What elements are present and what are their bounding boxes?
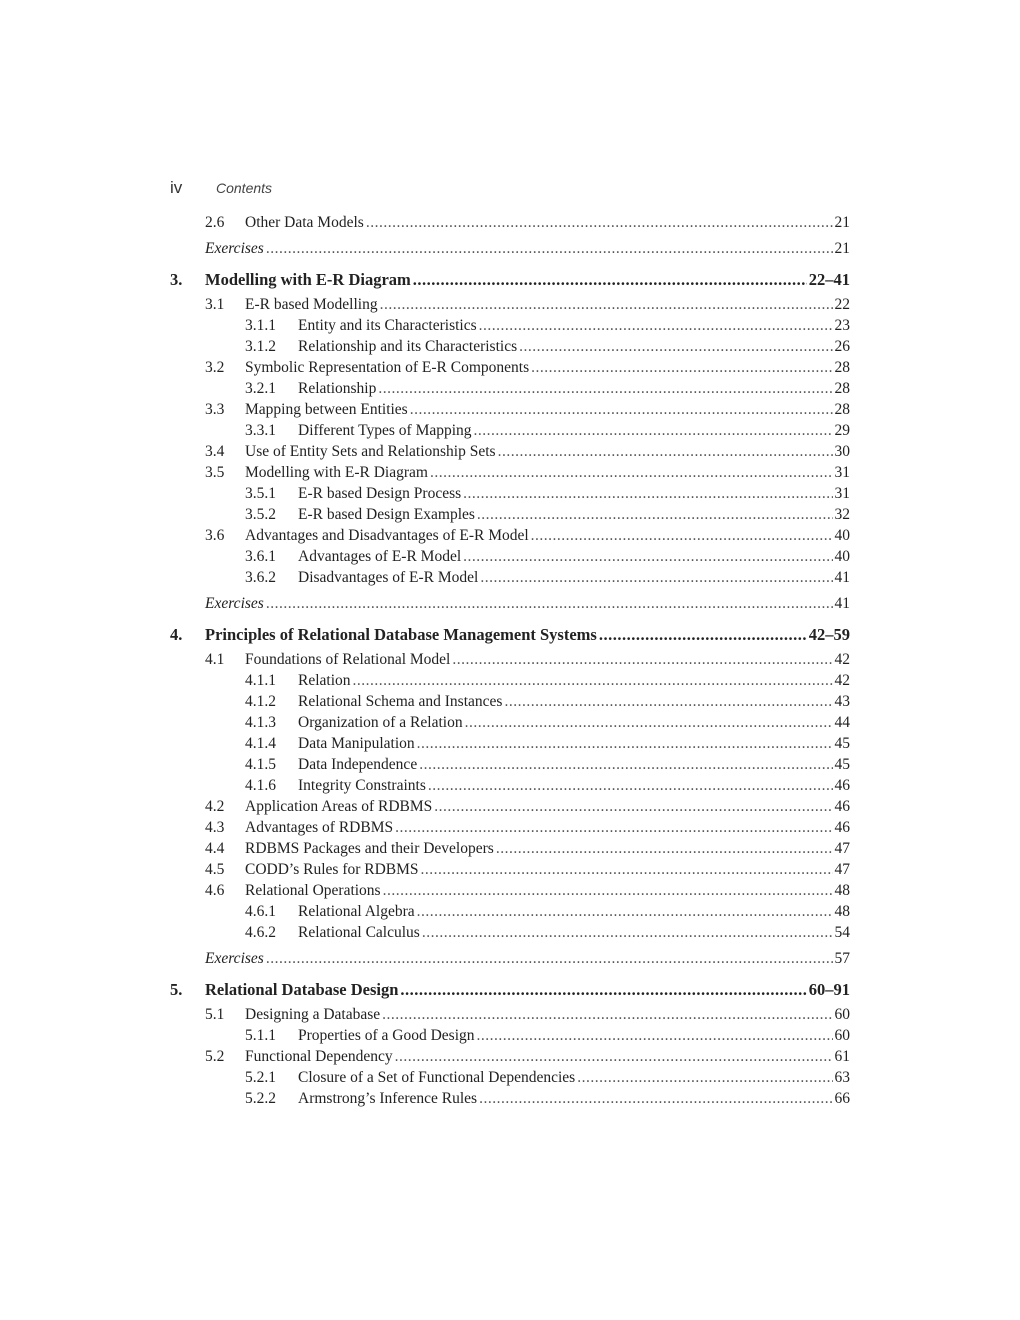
toc-entry-chapter bbox=[170, 980, 850, 1006]
toc-entry-sub bbox=[170, 506, 850, 527]
entry-number: 4.6.2 bbox=[245, 924, 276, 941]
toc-entry-section bbox=[170, 214, 850, 235]
entry-number: 4.4 bbox=[205, 840, 225, 857]
toc-entry-sub bbox=[170, 1090, 850, 1111]
dot-leader bbox=[504, 693, 832, 711]
entry-number: 3. bbox=[170, 270, 183, 289]
dot-leader bbox=[477, 506, 833, 524]
entry-title: Modelling with E-R Diagram bbox=[245, 464, 428, 481]
entry-page: 47 bbox=[834, 840, 850, 857]
entry-page: 60–91 bbox=[808, 980, 850, 999]
dot-leader bbox=[413, 270, 807, 290]
entry-number: 5.2 bbox=[205, 1048, 225, 1065]
entry-number: 4.3 bbox=[205, 819, 225, 836]
entry-page: 66 bbox=[834, 1090, 850, 1107]
entry-page: 42 bbox=[834, 672, 850, 689]
entry-page: 22–41 bbox=[808, 270, 850, 289]
entry-title: Functional Dependency bbox=[245, 1048, 393, 1065]
dot-leader bbox=[378, 380, 832, 398]
entry-number: 3.4 bbox=[205, 443, 225, 460]
toc-entry-section bbox=[170, 527, 850, 548]
entry-number: 4.1 bbox=[205, 651, 225, 668]
entry-title: Other Data Models bbox=[245, 214, 364, 231]
dot-leader bbox=[266, 595, 833, 613]
entry-title: E-R based Modelling bbox=[245, 296, 378, 313]
entry-title: Advantages of E-R Model bbox=[298, 548, 462, 565]
dot-leader bbox=[479, 1090, 832, 1108]
entry-title: Relational Calculus bbox=[298, 924, 420, 941]
dot-leader bbox=[474, 422, 833, 440]
dot-leader bbox=[465, 714, 833, 732]
entry-page: 23 bbox=[834, 317, 850, 334]
entry-title: CODD’s Rules for RDBMS bbox=[245, 861, 419, 878]
entry-page: 41 bbox=[834, 595, 850, 612]
entry-title: Integrity Constraints bbox=[298, 777, 426, 794]
entry-title: E-R based Design Examples bbox=[298, 506, 475, 523]
dot-leader bbox=[430, 464, 833, 482]
entry-page: 30 bbox=[834, 443, 850, 460]
dot-leader bbox=[479, 317, 833, 335]
entry-page: 40 bbox=[834, 548, 850, 565]
entry-number: 3.5 bbox=[205, 464, 225, 481]
dot-leader bbox=[422, 924, 833, 942]
entry-title: Exercises bbox=[205, 950, 264, 967]
entry-page: 46 bbox=[834, 819, 850, 836]
entry-page: 44 bbox=[834, 714, 850, 731]
toc-entry-exercises bbox=[170, 595, 850, 616]
dot-leader bbox=[519, 338, 832, 356]
entry-number: 3.3.1 bbox=[245, 422, 276, 439]
entry-number: 3.6.2 bbox=[245, 569, 276, 586]
entry-title: Principles of Relational Database Management Systems bbox=[205, 625, 597, 644]
entry-number: 3.1.2 bbox=[245, 338, 276, 355]
entry-page: 47 bbox=[834, 861, 850, 878]
entry-number: 3.5.2 bbox=[245, 506, 276, 523]
toc-entry-sub bbox=[170, 903, 850, 924]
dot-leader bbox=[463, 485, 832, 503]
entry-title: Relationship bbox=[298, 380, 377, 397]
dot-leader bbox=[366, 214, 833, 232]
entry-title: Relational Schema and Instances bbox=[298, 693, 503, 710]
dot-leader bbox=[417, 903, 833, 921]
toc-entry-section bbox=[170, 1048, 850, 1069]
entry-title: Different Types of Mapping bbox=[298, 422, 472, 439]
table-of-contents bbox=[170, 214, 850, 1111]
entry-number: 4.6.1 bbox=[245, 903, 276, 920]
toc-entry-section bbox=[170, 840, 850, 861]
entry-page: 46 bbox=[834, 798, 850, 815]
toc-entry-sub bbox=[170, 338, 850, 359]
page-header bbox=[170, 178, 850, 200]
entry-page: 41 bbox=[834, 569, 850, 586]
entry-number: 4.1.5 bbox=[245, 756, 276, 773]
entry-page: 31 bbox=[834, 485, 850, 502]
entry-title: Properties of a Good Design bbox=[298, 1027, 475, 1044]
entry-number: 3.1 bbox=[205, 296, 225, 313]
dot-leader bbox=[434, 798, 832, 816]
toc-entry-chapter bbox=[170, 270, 850, 296]
entry-page: 48 bbox=[834, 882, 850, 899]
entry-number: 4.1.4 bbox=[245, 735, 276, 752]
dot-leader bbox=[599, 625, 807, 645]
entry-number: 3.1.1 bbox=[245, 317, 276, 334]
entry-page: 32 bbox=[834, 506, 850, 523]
entry-title: Relation bbox=[298, 672, 351, 689]
entry-number: 3.2.1 bbox=[245, 380, 276, 397]
toc-entry-sub bbox=[170, 485, 850, 506]
toc-entry-section bbox=[170, 819, 850, 840]
entry-number: 3.6 bbox=[205, 527, 225, 544]
entry-title: Foundations of Relational Model bbox=[245, 651, 451, 668]
dot-leader bbox=[428, 777, 833, 795]
toc-entry-sub bbox=[170, 756, 850, 777]
entry-title: E-R based Design Process bbox=[298, 485, 462, 502]
toc-entry-section bbox=[170, 651, 850, 672]
dot-leader bbox=[477, 1027, 833, 1045]
toc-entry-section bbox=[170, 861, 850, 882]
toc-entry-sub bbox=[170, 672, 850, 693]
toc-entry-exercises bbox=[170, 240, 850, 261]
toc-entry-sub bbox=[170, 1027, 850, 1048]
entry-title: Symbolic Representation of E-R Components bbox=[245, 359, 530, 376]
toc-entry-section bbox=[170, 464, 850, 485]
toc-entry-sub bbox=[170, 714, 850, 735]
entry-title: Relational Algebra bbox=[298, 903, 415, 920]
toc-entry-exercises bbox=[170, 950, 850, 971]
entry-number: 5.2.1 bbox=[245, 1069, 276, 1086]
dot-leader bbox=[353, 672, 833, 690]
dot-leader bbox=[577, 1069, 832, 1087]
dot-leader bbox=[380, 296, 833, 314]
entry-title: Exercises bbox=[205, 595, 264, 612]
entry-page: 42–59 bbox=[808, 625, 850, 644]
entry-page: 31 bbox=[834, 464, 850, 481]
entry-page: 29 bbox=[834, 422, 850, 439]
entry-page: 28 bbox=[834, 359, 850, 376]
entry-number: 4.5 bbox=[205, 861, 225, 878]
dot-leader bbox=[421, 861, 833, 879]
entry-number: 5. bbox=[170, 980, 183, 999]
dot-leader bbox=[383, 882, 833, 900]
running-title: Contents bbox=[216, 180, 273, 196]
toc-entry-sub bbox=[170, 380, 850, 401]
entry-title: Advantages of RDBMS bbox=[245, 819, 394, 836]
entry-title: Data Manipulation bbox=[298, 735, 415, 752]
entry-page: 22 bbox=[834, 296, 850, 313]
entry-number: 4.2 bbox=[205, 798, 225, 815]
dot-leader bbox=[395, 819, 832, 837]
entry-title: RDBMS Packages and their Developers bbox=[245, 840, 494, 857]
entry-number: 4.1.3 bbox=[245, 714, 276, 731]
dot-leader bbox=[400, 980, 806, 1000]
entry-number: 4.1.6 bbox=[245, 777, 276, 794]
toc-entry-sub bbox=[170, 548, 850, 569]
entry-page: 46 bbox=[834, 777, 850, 794]
entry-title: Mapping between Entities bbox=[245, 401, 408, 418]
entry-page: 26 bbox=[834, 338, 850, 355]
entry-number: 3.5.1 bbox=[245, 485, 276, 502]
dot-leader bbox=[463, 548, 832, 566]
entry-title: Modelling with E-R Diagram bbox=[205, 270, 411, 289]
toc-entry-section bbox=[170, 1006, 850, 1027]
dot-leader bbox=[531, 359, 832, 377]
toc-entry-sub bbox=[170, 693, 850, 714]
toc-entry-sub bbox=[170, 1069, 850, 1090]
dot-leader bbox=[266, 950, 833, 968]
entry-page: 28 bbox=[834, 401, 850, 418]
entry-number: 2.6 bbox=[205, 214, 225, 231]
toc-entry-section bbox=[170, 359, 850, 380]
toc-entry-sub bbox=[170, 777, 850, 798]
dot-leader bbox=[531, 527, 833, 545]
entry-title: Exercises bbox=[205, 240, 264, 257]
entry-title: Organization of a Relation bbox=[298, 714, 463, 731]
toc-entry-sub bbox=[170, 924, 850, 945]
entry-page: 45 bbox=[834, 756, 850, 773]
entry-page: 60 bbox=[834, 1006, 850, 1023]
entry-title: Relational Operations bbox=[245, 882, 381, 899]
entry-title: Data Independence bbox=[298, 756, 418, 773]
entry-page: 60 bbox=[834, 1027, 850, 1044]
entry-number: 4.6 bbox=[205, 882, 225, 899]
entry-title: Use of Entity Sets and Relationship Sets bbox=[245, 443, 496, 460]
entry-page: 48 bbox=[834, 903, 850, 920]
toc-entry-sub bbox=[170, 569, 850, 590]
entry-title: Advantages and Disadvantages of E-R Model bbox=[245, 527, 529, 544]
dot-leader bbox=[480, 569, 832, 587]
entry-title: Relationship and its Characteristics bbox=[298, 338, 518, 355]
entry-page: 43 bbox=[834, 693, 850, 710]
entry-number: 4.1.1 bbox=[245, 672, 276, 689]
entry-number: 5.1 bbox=[205, 1006, 225, 1023]
entry-title: Armstrong’s Inference Rules bbox=[298, 1090, 478, 1107]
entry-page: 21 bbox=[834, 240, 850, 257]
entry-title: Relational Database Design bbox=[205, 980, 399, 999]
dot-leader bbox=[419, 756, 832, 774]
entry-page: 54 bbox=[834, 924, 850, 941]
toc-entry-sub bbox=[170, 735, 850, 756]
dot-leader bbox=[498, 443, 833, 461]
entry-page: 57 bbox=[834, 950, 850, 967]
entry-title: Designing a Database bbox=[245, 1006, 381, 1023]
entry-number: 3.2 bbox=[205, 359, 225, 376]
toc-entry-section bbox=[170, 443, 850, 464]
entry-page: 28 bbox=[834, 380, 850, 397]
toc-entry-section bbox=[170, 798, 850, 819]
entry-title: Application Areas of RDBMS bbox=[245, 798, 433, 815]
entry-title: Entity and its Characteristics bbox=[298, 317, 477, 334]
dot-leader bbox=[382, 1006, 832, 1024]
entry-number: 4.1.2 bbox=[245, 693, 276, 710]
toc-entry-sub bbox=[170, 422, 850, 443]
toc-entry-sub bbox=[170, 317, 850, 338]
dot-leader bbox=[395, 1048, 833, 1066]
entry-number: 3.6.1 bbox=[245, 548, 276, 565]
entry-number: 3.3 bbox=[205, 401, 225, 418]
dot-leader bbox=[410, 401, 833, 419]
entry-page: 63 bbox=[834, 1069, 850, 1086]
entry-number: 4. bbox=[170, 625, 183, 644]
entry-title: Disadvantages of E-R Model bbox=[298, 569, 479, 586]
entry-number: 5.1.1 bbox=[245, 1027, 276, 1044]
toc-entry-section bbox=[170, 882, 850, 903]
toc-entry-chapter bbox=[170, 625, 850, 651]
dot-leader bbox=[452, 651, 832, 669]
entry-title: Closure of a Set of Functional Dependencies bbox=[298, 1069, 576, 1086]
entry-page: 61 bbox=[834, 1048, 850, 1065]
entry-page: 42 bbox=[834, 651, 850, 668]
entry-page: 21 bbox=[834, 214, 850, 231]
dot-leader bbox=[496, 840, 833, 858]
page-number: iv bbox=[170, 178, 183, 197]
toc-entry-section bbox=[170, 401, 850, 422]
toc-entry-section bbox=[170, 296, 850, 317]
dot-leader bbox=[417, 735, 833, 753]
entry-page: 45 bbox=[834, 735, 850, 752]
entry-number: 5.2.2 bbox=[245, 1090, 276, 1107]
dot-leader bbox=[266, 240, 833, 258]
entry-page: 40 bbox=[834, 527, 850, 544]
